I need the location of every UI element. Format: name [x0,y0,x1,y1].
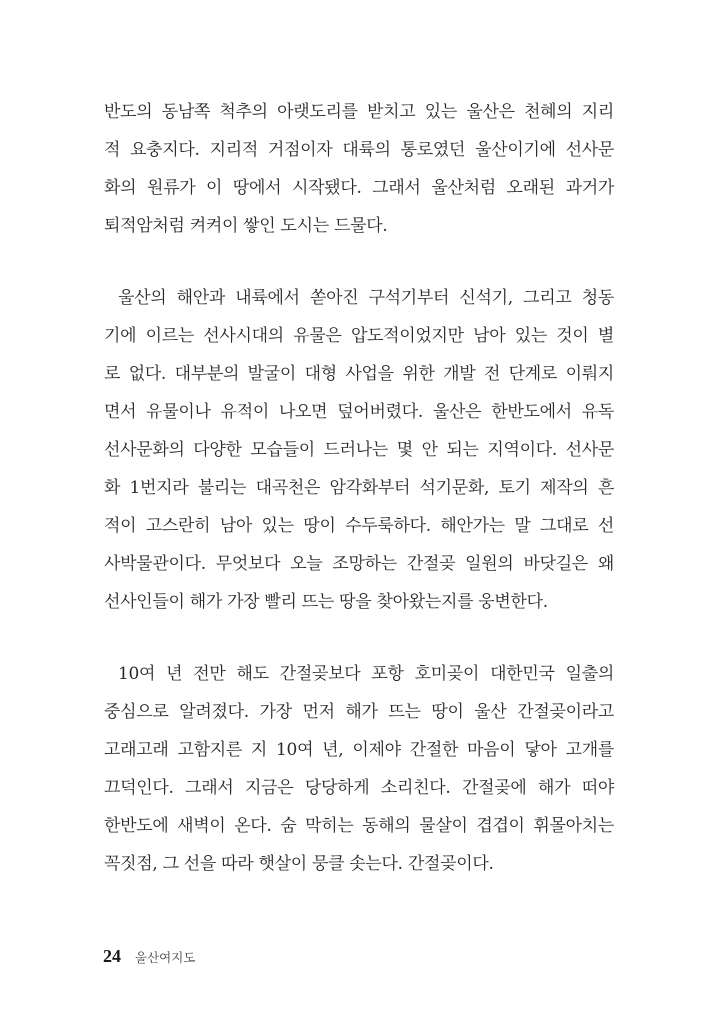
text-line: 퇴적암처럼 켜켜이 쌓인 도시는 드물다. [104,216,388,236]
text-line: 면서 유물이나 유적이 나오면 덮어버렸다. 울산은 한반도에서 유독 [104,402,614,422]
text-line: 화 1번지라 불리는 대곡천은 암각화부터 석기문화, 토기 제작의 흔 [104,478,614,498]
text-line: 선사문화의 다양한 모습들이 드러나는 몇 안 되는 지역이다. 선사문 [104,440,614,460]
text-line: 한반도에 새벽이 온다. 숨 막히는 동해의 물살이 겹겹이 휘몰아치는 [104,816,614,836]
text-line: 중심으로 알려졌다. 가장 먼저 해가 뜨는 땅이 울산 간절곶이라고 [104,702,614,722]
page-number: 24 [103,946,121,966]
body-text [104,93,614,883]
running-title: 울산여지도 [135,950,196,965]
text-line: 울산의 해안과 내륙에서 쏟아진 구석기부터 신석기, 그리고 청동 [118,288,614,308]
text-line: 반도의 동남쪽 척추의 아랫도리를 받치고 있는 울산은 천혜의 지리 [104,102,614,122]
paragraph-1 [104,93,614,245]
text-line: 적 요충지다. 지리적 거점이자 대륙의 통로였던 울산이기에 선사문 [104,140,614,160]
text-line: 선사인들이 해가 가장 빨리 뜨는 땅을 찾아왔는지를 웅변한다. [104,592,548,612]
paragraph-3 [104,655,614,883]
text-line: 끄덕인다. 그래서 지금은 당당하게 소리친다. 간절곶에 해가 떠야 [104,778,614,798]
page-footer [103,946,195,967]
text-line: 꼭짓점, 그 선을 따라 햇살이 뭉클 솟는다. 간절곶이다. [104,854,494,874]
text-line: 고래고래 고함지른 지 10여 년, 이제야 간절한 마음이 닿아 고개를 [104,740,614,760]
text-line: 로 없다. 대부분의 발굴이 대형 사업을 위한 개발 전 단계로 이뤄지 [104,364,614,384]
text-line: 사박물관이다. 무엇보다 오늘 조망하는 간절곶 일원의 바닷길은 왜 [104,554,614,574]
text-line: 적이 고스란히 남아 있는 땅이 수두룩하다. 해안가는 말 그대로 선 [104,516,614,536]
text-line: 10여 년 전만 해도 간절곶보다 포항 호미곶이 대한민국 일출의 [118,664,614,684]
text-line: 기에 이르는 선사시대의 유물은 압도적이었지만 남아 있는 것이 별 [104,326,614,346]
paragraph-2 [104,279,614,621]
text-line: 화의 원류가 이 땅에서 시작됐다. 그래서 울산처럼 오래된 과거가 [104,178,614,198]
